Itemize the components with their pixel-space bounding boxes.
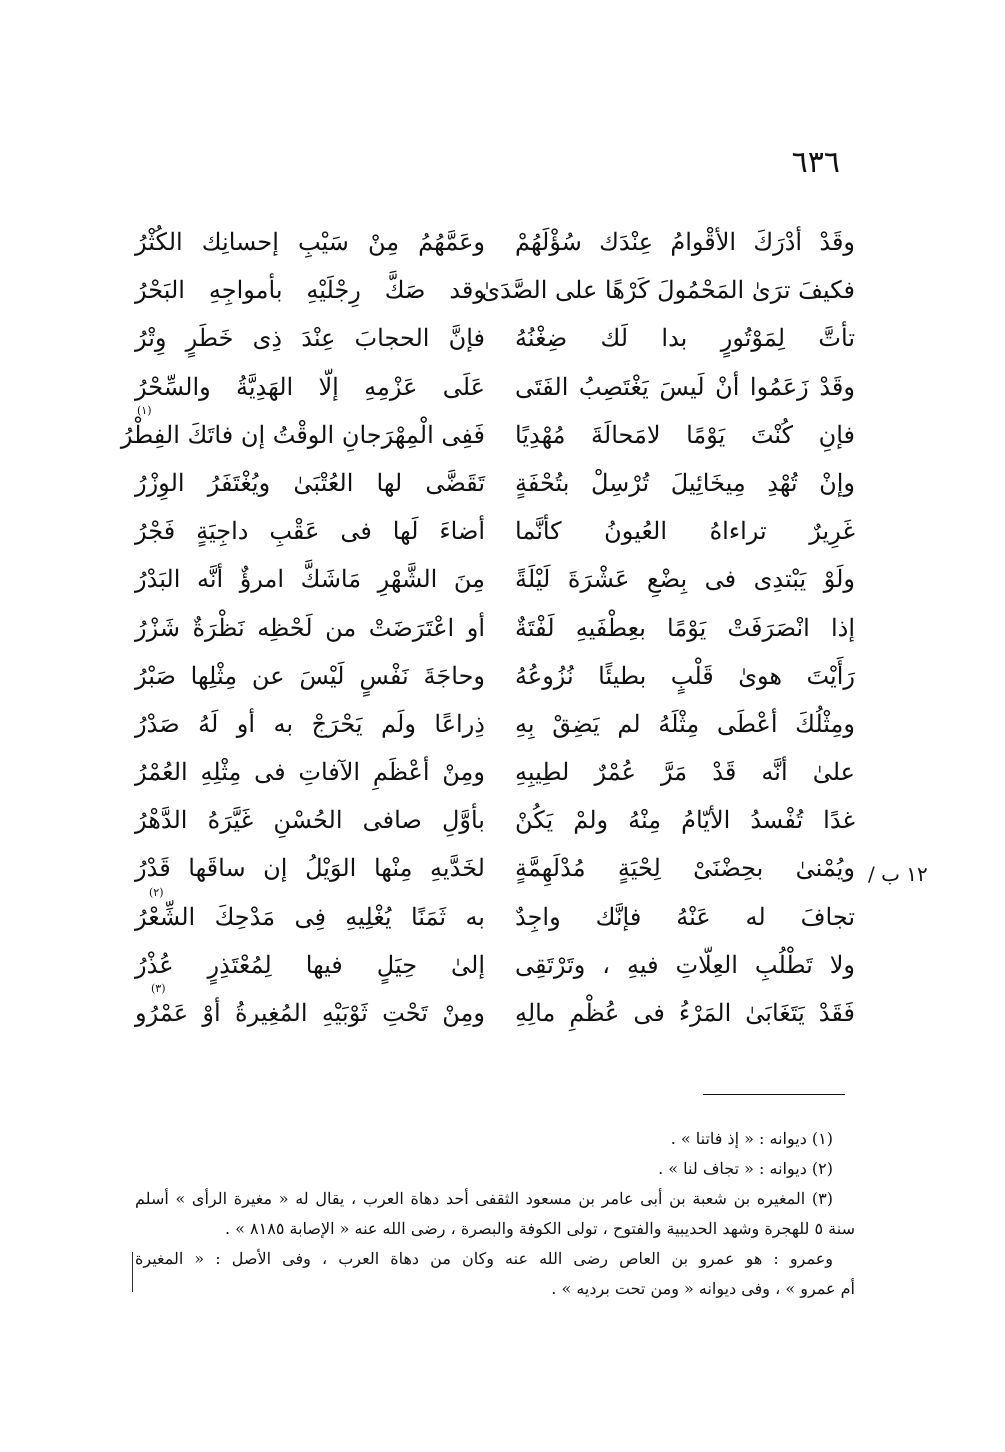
first-hemistich: غدًا تُفْسدُ الأيّامُ مِنْهُ ولمْ يَكُنْ: [515, 806, 855, 835]
margin-rule: [132, 1252, 133, 1292]
first-hemistich: فَقَدْ يَتَغَابَىٰ المَرْءُ فى عُظْمِ مالِهِ: [515, 999, 855, 1027]
first-hemistich: فكيفَ ترَىٰ المَحْمُولَ كَرْهًا على الصَّدَىٰ: [481, 276, 855, 305]
second-hemistich: إلىٰ حِيَلٍ فيها لِمُعْتَذِرٍ عُذْرُ: [135, 950, 485, 979]
second-hemistich: ومِنْ أعْظَمِ الآفاتِ فى مِثْلِهِ العُمْرُ: [135, 758, 485, 787]
second-hemistich: أضاءَ لَها فى عَقْبِ داجِيَةٍ فَجْرُ: [135, 517, 485, 546]
second-hemistich: تَقَضَّى لها العُتْبَىٰ ويُغْتَفَرُ الوِزْرُ: [135, 468, 485, 497]
first-hemistich: ولَوْ يَبْتدِى فى بِضْعِ عَشْرَةَ لَيْلَةً: [515, 565, 855, 594]
second-hemistich: ذِراعًا ولَم يَحْرَجْ به أو لَهُ صَدْرُ: [135, 709, 485, 738]
first-hemistich: غَرِيرٌ تراءاهُ العُيونُ كأنَّما: [515, 517, 855, 546]
verse-line: [120, 403, 855, 459]
footnote-continuation: سنة ٥ للهجرة وشهد الحديبية والفتوح ، تولى الكوفة والبصرة ، رضى الله عنه « الإصابة ٨١٨٥ » .: [224, 1219, 855, 1238]
footnote: (٢) ديوانه : « تجاف لنا » .: [658, 1159, 833, 1178]
second-hemistich: أو اعْتَرَضَتْ من لَحْظِه نَظْرَةٌ شَزْرُ: [135, 613, 485, 642]
footnote-continuation: أم عمرو » ، وفى ديوانه « ومن تحت برديه » .: [551, 1279, 855, 1298]
first-hemistich: تأتَّ لِمَوْتُورٍ بدا لَك ضِغْنُهُ: [515, 324, 855, 353]
first-hemistich: تجافَ له عَنْهُ فإنَّك واجِدٌ: [515, 902, 855, 931]
verse-line: [135, 844, 855, 892]
second-hemistich: وقد صَكَّ رِجْلَيْهِ بأمواجِهِ البَحْرُ: [135, 276, 485, 305]
page-number: ٦٣٦: [791, 145, 840, 180]
second-hemistich: عَلَى عَزْمِهِ إلّا الهَدِيَّةُ والسِّحْرُ: [135, 372, 485, 401]
second-hemistich: بأوَّلِ صافى الحُسْنِ غَيَّرَهُ الدَّهْرُ: [135, 806, 485, 835]
second-hemistich: وعَمَّهُمُ مِنْ سَيْبِ إحسانِك الكُثْرُ: [135, 228, 485, 256]
footnote: (١) ديوانه : « إذ فاتنا » .: [670, 1129, 833, 1148]
footnote-marker: (٢): [149, 885, 164, 899]
first-hemistich: فإنِ كُنْتَ يَوْمًا لامَحالَةَ مُهْدِيًا: [515, 420, 855, 449]
first-hemistich: إذا انْصَرَفَتْ يَوْمًا بعِطْفَيهِ لَفْتَةٌ: [515, 613, 855, 642]
first-hemistich: رَأَيْتَ هوىٰ قَلْبٍ بطيئًا نُزُوعُهُ: [515, 661, 855, 690]
verse-line: [135, 652, 855, 700]
verse-line: [135, 507, 855, 555]
second-hemistich: فَفِى الْمِهْرَجانِ الوقْتُ إن فاتَكَ الفِطْرُ: [120, 420, 485, 449]
second-hemistich: به ثَمَنًا يُغْلِيهِ فِى مَدْحِكَ الشِّعْرُ: [135, 902, 485, 931]
second-hemistich: مِنَ الشَّهْرِ مَاشَكَّ امرؤٌ أنَّه البَدْرُ: [135, 565, 485, 594]
verse-line: [135, 314, 855, 362]
verse-line: [135, 941, 855, 989]
second-hemistich: ومِنْ تَحْتِ ثَوْبَيْهِ المُغِيرةُ أوْ عَمْرُو: [135, 999, 485, 1027]
verse-line: [135, 459, 855, 507]
folio-marker: ١٢ ب /: [868, 862, 928, 886]
verse-line: [135, 796, 855, 844]
second-hemistich: لخَدَّيهِ مِنْها الوَيْلُ إن ساقَها قَدْرُ: [135, 854, 485, 883]
footnote-separator: [703, 1094, 845, 1095]
first-hemistich: وإنْ تُهْدِ مِيخَائِيلَ تُرْسِلْ بتُحْفَةٍ: [515, 468, 855, 497]
verse-line: [135, 218, 855, 266]
footnote-marker: (٣): [151, 982, 166, 995]
verse-line: [135, 700, 855, 748]
verse-line: [135, 748, 855, 796]
footnote-marker: (١): [137, 403, 152, 417]
first-hemistich: ويُمْنىٰ بحِضْنَىْ لِحْيَةٍ مُدْلَهِمَّةٍ: [515, 854, 855, 883]
footnotes: [135, 1124, 855, 1304]
poem: [120, 218, 855, 1037]
first-hemistich: وقَدْ زَعَمُوا أنْ لَيسَ يَغْتَصِبُ الفَتَى: [515, 372, 855, 401]
first-hemistich: علىٰ أنَّه قَدْ مَرَّ عُمْرٌ لطِيبِهِ: [515, 758, 855, 787]
second-hemistich: وحاجَةَ نَفْسٍ لَيْسَ عن مِثْلِها صَبْرُ: [135, 661, 485, 690]
second-hemistich: فإنَّ الحجابَ عِنْدَ ذِى خَطَرٍ وِتْرُ: [135, 324, 485, 353]
verse-line: [135, 555, 855, 603]
first-hemistich: ولا تَطْلُبِ العِلّاتِ فيهِ ، وتَرْتَقِى: [515, 950, 855, 979]
first-hemistich: وقَدْ أدْرَكَ الأقْوامُ عِنْدَك سُؤْلَهُمْ: [515, 228, 855, 256]
verse-line: [135, 885, 855, 941]
footnote: (٣) المغيره بن شعبة بن أبى عامر بن مسعود الثقفى أحد دهاة العرب ، يقال له « مغيرة الرأى » أسلم: [135, 1189, 833, 1208]
verse-line: [135, 363, 855, 411]
verse-line: [135, 982, 855, 1037]
verse-line: [135, 604, 855, 652]
footnote: وعمرو : هو عمرو بن العاص رضى الله عنه وكان من دهاة العرب ، وفى الأصل : « المغيرة: [135, 1249, 833, 1268]
verse-line: [135, 266, 855, 314]
first-hemistich: ومِثْلُكَ أعْطَى مِثْلَهُ لم يَضِقْ بِهِ: [515, 709, 855, 738]
